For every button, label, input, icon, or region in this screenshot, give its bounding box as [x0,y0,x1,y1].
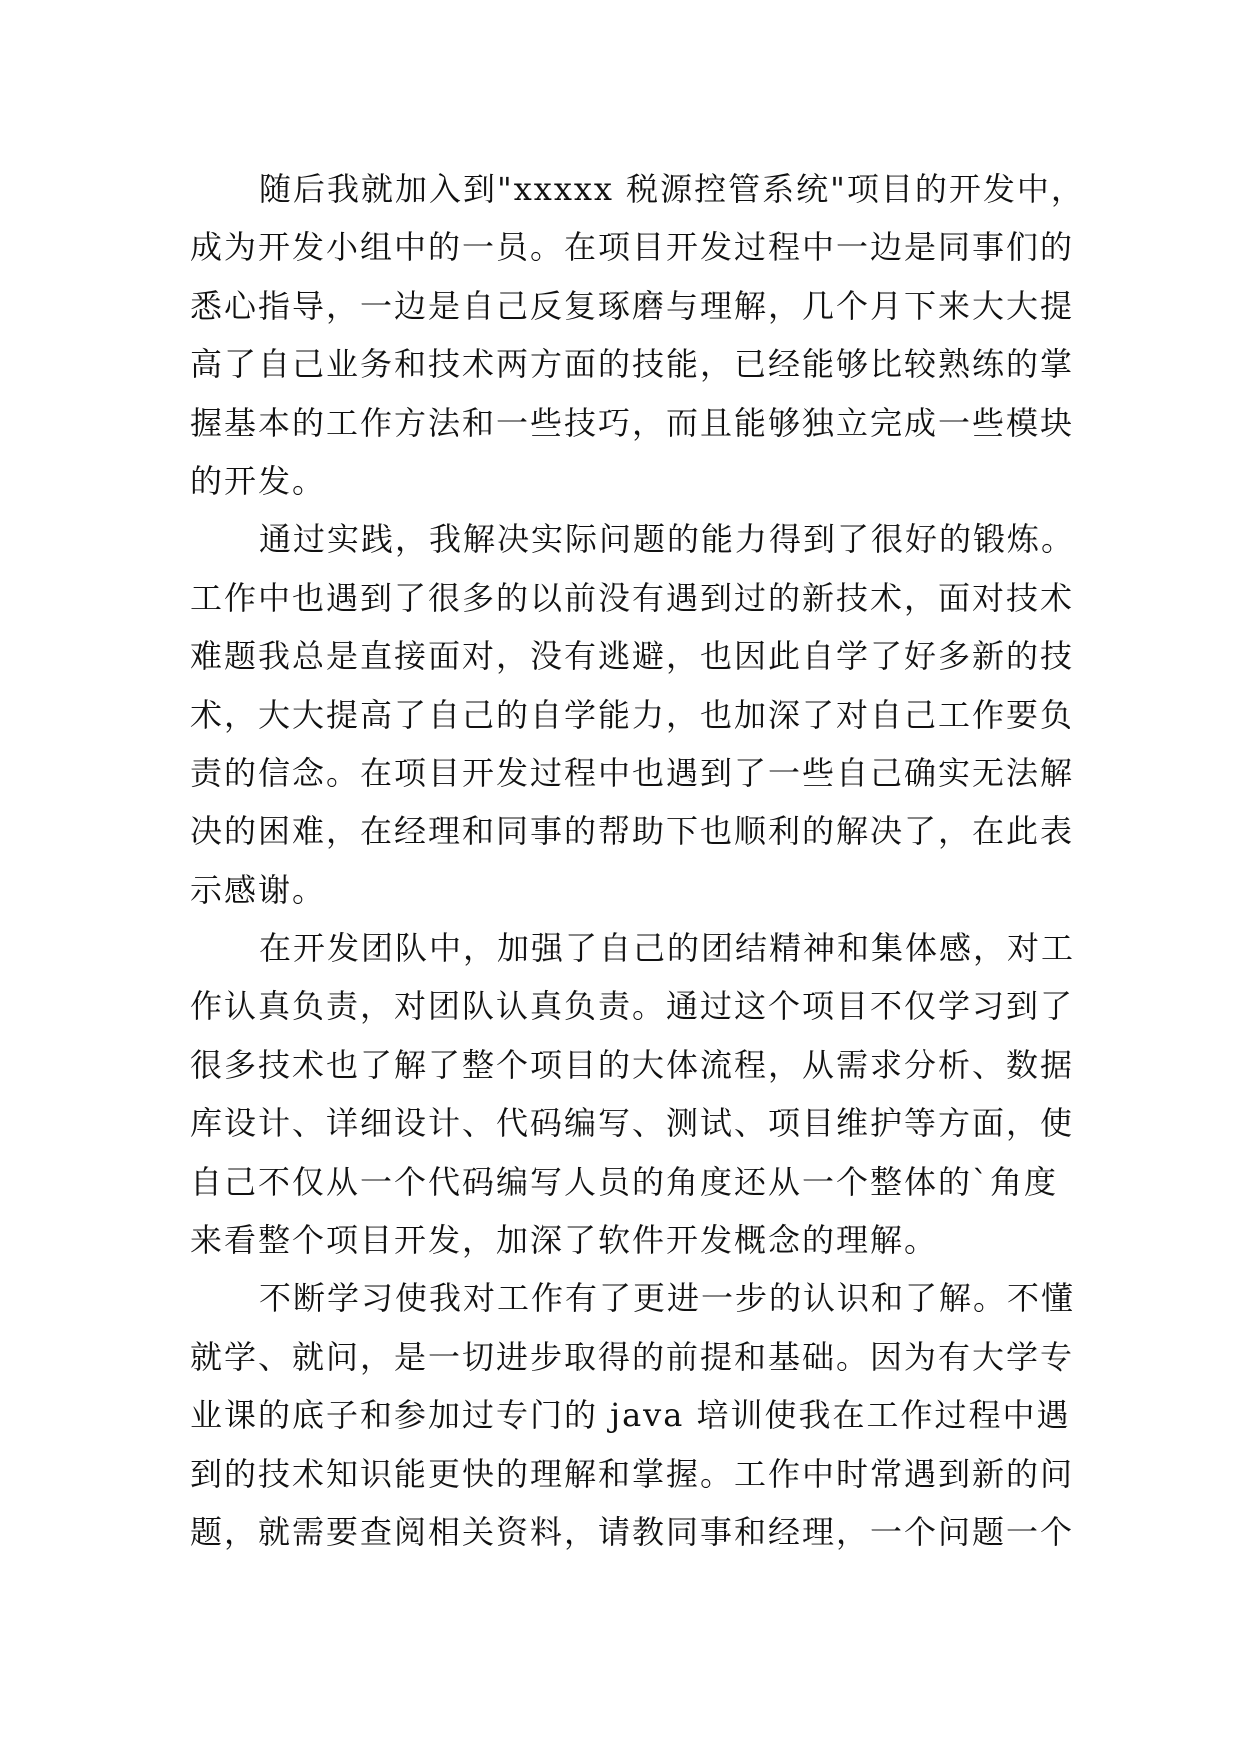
paragraph-line: 责的信念。在项目开发过程中也遇到了一些自己确实无法解 [190,753,1075,792]
paragraph-line: 很多技术也了解了整个项目的大体流程，从需求分析、数据 [190,1045,1075,1084]
paragraph-line: 悉心指导，一边是自己反复琢磨与理解，几个月下来大大提 [190,286,1075,325]
paragraph-1 [190,160,1085,510]
paragraph-line: 术，大大提高了自己的自学能力，也加深了对自己工作要负 [190,695,1075,734]
paragraph-line: 示感谢。 [190,870,327,909]
paragraph-line: 成为开发小组中的一员。在项目开发过程中一边是同事们的 [190,228,1075,267]
paragraph-line: 高了自己业务和技术两方面的技能，已经能够比较熟练的掌 [190,345,1075,384]
paragraph-line: 作认真负责，对团队认真负责。通过这个项目不仅学习到了 [190,987,1075,1026]
paragraph-line: 决的困难，在经理和同事的帮助下也顺利的解决了，在此表 [190,812,1075,851]
paragraph-3 [190,919,1076,1269]
paragraph-line: 业课的底子和参加过专门的 java 培训使我在工作过程中遇 [190,1396,1071,1435]
document-body [190,160,1085,1561]
paragraph-4 [190,1269,1076,1561]
paragraph-line: 的开发。 [190,461,327,500]
paragraph-line: 不断学习使我对工作有了更进一步的认识和了解。不懂 [259,1279,1076,1318]
paragraph-line: 难题我总是直接面对，没有逃避，也因此自学了好多新的技 [190,637,1075,676]
paragraph-line: 来看整个项目开发，加深了软件开发概念的理解。 [190,1221,939,1260]
paragraph-line: 库设计、详细设计、代码编写、测试、项目维护等方面，使 [190,1104,1075,1143]
paragraph-line: 自己不仅从一个代码编写人员的角度还从一个整体的`角度 [190,1162,1059,1201]
paragraph-2 [190,510,1076,919]
paragraph-line: 工作中也遇到了很多的以前没有遇到过的新技术，面对技术 [190,578,1075,617]
paragraph-line: 就学、就问，是一切进步取得的前提和基础。因为有大学专 [190,1337,1075,1376]
paragraph-line: 随后我就加入到"xxxxx 税源控管系统"项目的开发中， [259,170,1085,208]
paragraph-line: 握基本的工作方法和一些技巧，而且能够独立完成一些模块 [190,403,1075,442]
paragraph-line: 通过实践，我解决实际问题的能力得到了很好的锻炼。 [259,520,1076,559]
paragraph-line: 在开发团队中，加强了自己的团结精神和集体感，对工 [259,929,1076,968]
paragraph-line: 到的技术知识能更快的理解和掌握。工作中时常遇到新的问 [190,1454,1075,1493]
paragraph-line: 题，就需要查阅相关资料，请教同事和经理，一个问题一个 [190,1512,1075,1551]
